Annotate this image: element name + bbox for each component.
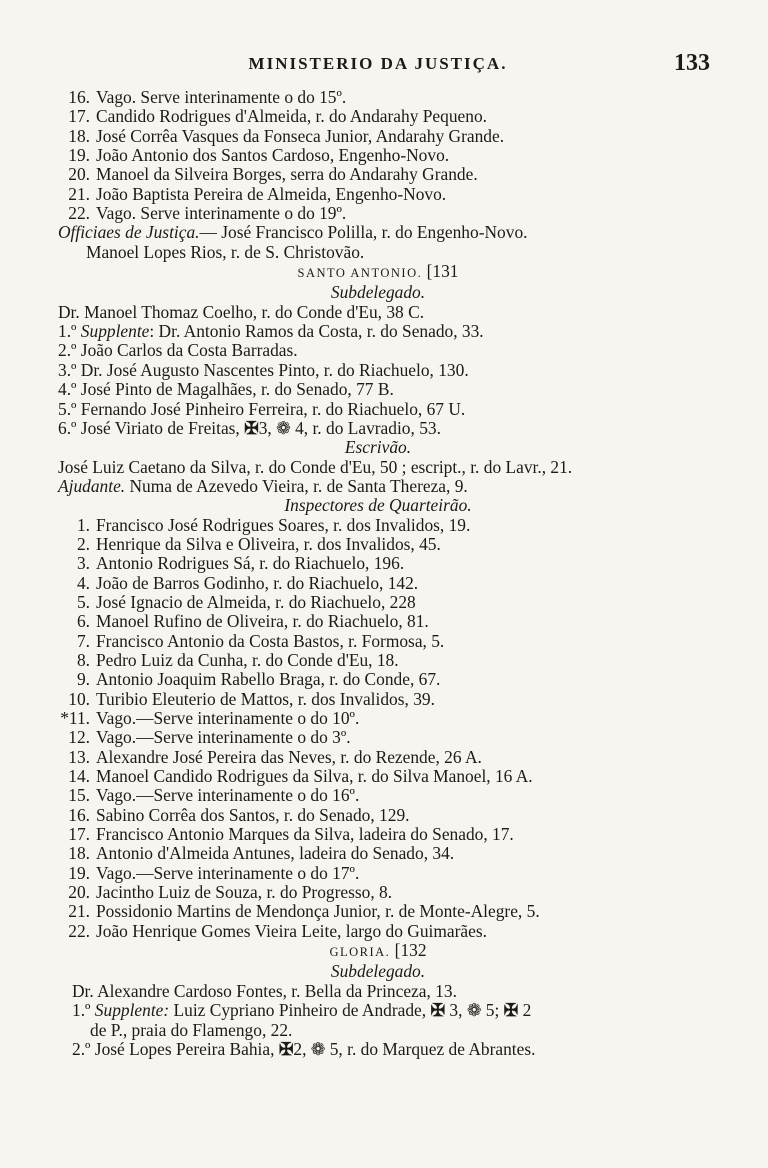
supplente-item: 4.º José Pinto de Magalhães, r. do Senado, 77 B. xyxy=(58,379,394,400)
order-cross-icon: ✠ xyxy=(430,1000,446,1021)
list-item: 13. Alexandre José Pereira das Neves, r. do Rezende, 26 A. xyxy=(68,746,482,767)
order-cross-icon: ✠ xyxy=(278,1038,294,1059)
escrivao-entry: José Luiz Caetano da Silva, r. do Conde d'Eu, 50 ; escript., r. do Lavr., 21. xyxy=(58,456,573,477)
page-title: MINISTERIO DA JUSTIÇA. xyxy=(248,54,508,73)
list-item: 19. Vago.—Serve interinamente o do 17º. xyxy=(68,862,360,883)
supplente-item: 5.º Fernando José Pinheiro Ferreira, r. do Riachuelo, 67 U. xyxy=(58,398,466,419)
list-item: 4. João de Barros Godinho, r. do Riachuelo, 142. xyxy=(76,572,419,593)
gloria-subdelegado-heading: Subdelegado. xyxy=(330,961,426,982)
list-item: 12. Vago.—Serve interinamente o do 3º. xyxy=(68,727,351,748)
order-cross-icon: ✠ xyxy=(244,417,259,438)
gloria-subdelegado-entry: Dr. Alexandre Cardoso Fontes, r. Bella da Princeza, 13. xyxy=(72,980,457,1001)
list-item: 22. João Henrique Gomes Vieira Leite, largo do Guimarães. xyxy=(68,920,487,941)
subdelegado-heading: Subdelegado. xyxy=(330,282,426,303)
order-rose-icon: ❁ xyxy=(310,1038,326,1059)
list-item: *11. Vago.—Serve interinamente o do 10º. xyxy=(60,708,360,728)
list-item: 8. Pedro Luiz da Cunha, r. do Conde d'Eu, 18. xyxy=(76,649,399,670)
gloria-supplente-1: 1.º Supplente: Luiz Cypriano Pinheiro de Andrade, ✠ 3, ❁ 5; ✠ 2 xyxy=(72,1000,532,1021)
list-item: 17. Candido Rodrigues d'Almeida, r. do Andarahy Pequeno. xyxy=(68,106,487,127)
list-item: 9. Antonio Joaquim Rabello Braga, r. do Conde, 67. xyxy=(76,669,441,690)
gloria-supplente-1-cont: de P., praia do Flamengo, 22. xyxy=(90,1019,293,1040)
list-item: 2. Henrique da Silva e Oliveira, r. dos Invalidos, 45. xyxy=(76,533,441,554)
page-number: 133 xyxy=(674,50,710,76)
running-head xyxy=(58,50,710,88)
list-item: 18. Antonio d'Almeida Antunes, ladeira do Senado, 34. xyxy=(68,843,455,864)
order-rose-icon: ❁ xyxy=(466,1000,482,1021)
order-cross-icon: ✠ xyxy=(503,1000,519,1021)
list-item: 19. João Antonio dos Santos Cardoso, Engenho-Novo. xyxy=(68,145,450,166)
subdelegado-entry: Dr. Manoel Thomaz Coelho, r. do Conde d'Eu, 38 C. xyxy=(58,301,425,322)
list-item: 7. Francisco Antonio da Costa Bastos, r. Formosa, 5. xyxy=(76,630,445,651)
list-item: 21. João Baptista Pereira de Almeida, Engenho-Novo. xyxy=(68,183,447,204)
supplente-item: 1.º Supplente: Dr. Antonio Ramos da Costa, r. do Senado, 33. xyxy=(58,321,484,342)
ajudante-entry: Ajudante. Numa de Azevedo Vieira, r. de Santa Thereza, 9. xyxy=(58,475,468,496)
list-item: 16. Sabino Corrêa dos Santos, r. do Senado, 129. xyxy=(68,804,410,825)
list-item: 1. Francisco José Rodrigues Soares, r. dos Invalidos, 19. xyxy=(76,514,471,535)
list-item: 3. Antonio Rodrigues Sá, r. do Riachuelo, 196. xyxy=(76,553,405,574)
inspectores-heading: Inspectores de Quarteirão. xyxy=(284,495,472,516)
list-item: 5. José Ignacio de Almeida, r. do Riachuelo, 228 xyxy=(76,591,416,612)
officiaes-second: Manoel Lopes Rios, r. de S. Christovão. xyxy=(86,241,365,262)
escrivao-heading: Escrivão. xyxy=(344,437,412,458)
list-item: 22. Vago. Serve interinamente o do 19º. xyxy=(68,203,347,224)
list-item: 14. Manoel Candido Rodrigues da Silva, r. do Silva Manoel, 16 A. xyxy=(68,766,533,787)
list-item: 17. Francisco Antonio Marques da Silva, ladeira do Senado, 17. xyxy=(68,824,514,845)
list-item: 6. Manoel Rufino de Oliveira, r. do Riachuelo, 81. xyxy=(76,611,429,632)
supplente-item: 2.º João Carlos da Costa Barradas. xyxy=(58,340,298,361)
list-item: 15. Vago.—Serve interinamente o do 16º. xyxy=(68,785,360,806)
list-item: 16. Vago. Serve interinamente o do 15º. xyxy=(68,87,347,107)
top-list xyxy=(58,88,698,223)
officiaes-line: Officiaes de Justiça.— José Francisco Polilla, r. do Engenho-Novo. xyxy=(58,222,528,243)
list-item: 10. Turibio Eleuterio de Mattos, r. dos Invalidos, 39. xyxy=(68,688,435,709)
list-item: 20. Jacintho Luiz de Souza, r. do Progresso, 8. xyxy=(68,882,393,903)
gloria-supplente-2: 2.º José Lopes Pereira Bahia, ✠2, ❁ 5, r. do Marquez de Abrantes. xyxy=(72,1038,536,1059)
supplente-item: 6.º José Viriato de Freitas, ✠3, ❁ 4, r. do Lavradio, 53. xyxy=(58,417,441,438)
section-heading-santo-antonio: SANTO ANTONIO. [131 xyxy=(297,261,459,282)
list-item: 21. Possidonio Martins de Mendonça Junior, r. de Monte-Alegre, 5. xyxy=(68,901,540,922)
inspectores-list xyxy=(58,516,698,942)
list-item: 18. José Corrêa Vasques da Fonseca Junior, Andarahy Grande. xyxy=(68,125,505,146)
supplente-item: 3.º Dr. José Augusto Nascentes Pinto, r. do Riachuelo, 130. xyxy=(58,359,469,380)
order-rose-icon: ❁ xyxy=(276,417,291,438)
section-heading-gloria: GLORIA. [132 xyxy=(329,940,427,961)
list-item: 20. Manoel da Silveira Borges, serra do Andarahy Grande. xyxy=(68,164,478,185)
